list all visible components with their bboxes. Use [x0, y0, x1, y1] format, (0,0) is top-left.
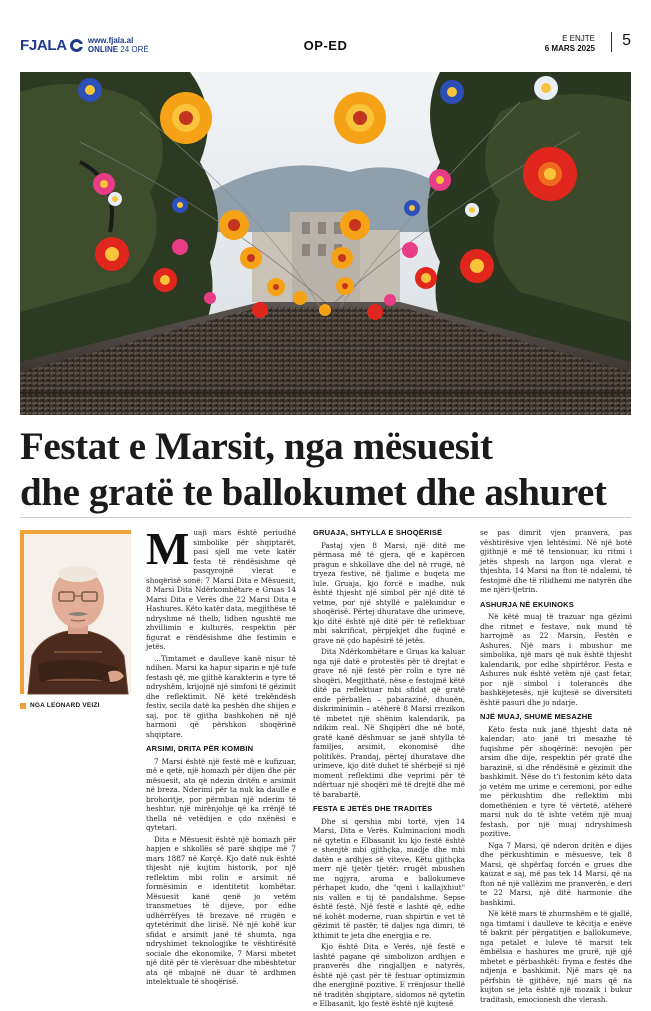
headline-line-1: Festat e Marsit, nga mësuesit — [20, 425, 493, 468]
page-header — [20, 30, 631, 60]
logo-online-rest: 24 ORË — [118, 45, 149, 54]
paragraph: Në këtë mars të zhurmshëm e të gjallë, nga timtami i daulleve te këcitja e enëve të bakrit për përgatitjen e ballokumeve, nga petalet e luleve të marsit tek ëmbëlsia e hashures me grurë, një gjë mbetet e përbashkët: fryma e festës dhe ndjenja e bashkimit. Një mars që na përfshin të gjithëve, një mars që na kujton se jeta është një mozaik i bukur traditash, emocionesh dhe vlerash. — [480, 909, 632, 1004]
section-label: OP-ED — [303, 38, 348, 53]
article-headline — [20, 424, 631, 516]
logo-online: ONLINE — [87, 45, 119, 54]
author-byline — [20, 702, 131, 709]
subheading: ASHURJA NË EKUINOKS — [480, 599, 574, 609]
paragraph: Nga 7 Marsi, që nderon dritën e dijes dhe përkushtimin e mësuesve, tek 8 Marsi, që shpërfaq forcën e grues dhe kauzat e saj, më pas tek 14 Marsi, që na fton në një vallëzim me pranverën, e deri te 22 Marsi, një ditë harmonie dhe bashkimi. — [480, 840, 632, 907]
author-name: NGA LEONARD VEIZI — [30, 702, 100, 709]
paragraph: Pastaj vjen 8 Marsi, një ditë me përmasa më të gjera, që e kapërcen pragun e shkollave dhe del në rrugë, në tryeza festive, në fjalime e buqeta me lule. Gruaja, kjo forcë e madhe, nuk është thjesht një simbol për një ditë të vetme, por një shtyllë e palëkundur e shoqërisë. Përtej dhuratave dhe urimeve, kjo ditë është një ditë për të reflektuar mbi sakrificat, përpjekjet dhe fuqinë e grave në çdo hapësirë të jetës. — [313, 540, 465, 645]
headline-line-2: dhe gratë te ballokumet dhe ashuret — [20, 471, 607, 514]
article-column-3 — [480, 528, 632, 1006]
logo-url: www.fjala.al — [87, 36, 134, 45]
article-column-2 — [313, 528, 465, 1011]
author-portrait — [20, 530, 131, 694]
drop-cap: M — [146, 523, 190, 574]
paragraph: Dhe si qershia mbi tortë, vjen 14 Marsi, Dita e Verës. Kulminacioni modh në qytetin e Elbasanit ku kjo festë është e shenjtë mbi gjithçka, madje dhe mbi datën e ardhjes së viteve. Këtu gjithçka merr një tjetër tjetër: rrugët mbushen me ngjyra, aroma e ballokumeve përhapet kudo, dhe "qeni i kallajxhiut" nis vallen e tij të pandalshme. Sepse është festë. Një festë e lashtë që, edhe në kohët moderne, ruan shpirtin e vet të gëzimit të pastër, të daljes nga dimri, të kthimit te jeta dhe energjia e re. — [313, 816, 465, 940]
author-portrait-illustration — [24, 534, 131, 694]
issue-date — [545, 34, 595, 54]
paragraph: Dita e Mësuesit është një homazh për hapjen e shkollës së parë shqipe më 7 mars 1887 në Korçë. Kjo datë nuk është thjesht një kujtim historik, por një reflektim mbi rolin e arsimit në formësimin e identitetit kombëtar. Mësuesit kanë qenë jo vetëm transmetues të dijeve, por edhe udhërrëfyes të brezave në rrugën e qytetërimit dhe lirisë. Në një kohë kur sfidat e arsimit janë të shumta, nga ndryshimet teknologjike te vështirësitë sociale dhe ekonomike, 7 Marsi mbetet një ditë për të vlerësuar dhe mbështetur ata që mbajnë në duar të ardhmen intelektuale të shoqërisë. — [146, 834, 296, 986]
paragraph: Këto festa nuk janë thjesht data në kalendar; ato janë tri mesazhe të fuqishme për shoqërinë: nevojën për arsim dhe dije, respektin për gratë dhe barazinë, si dhe rëndësinë e gëzimit dhe bashkimit. Nëse do t'i festonim këto data jo vetëm me urime e ceremoni, por edhe me përkushtim dhe reflektim mbi domethënien e tyre të vërtetë, atëherë marsi nuk do të ishte vetëm një muaj festash, por një muaj ndryshimesh pozitive. — [480, 724, 632, 838]
subheading: ARSIMI, DRITA PËR KOMBIN — [146, 744, 254, 753]
logo-brand: FJALA — [20, 36, 67, 54]
issue-weekday: E ENJTE — [562, 34, 595, 43]
subheading: NJË MUAJ, SHUMË MESAZHE — [480, 712, 593, 721]
paragraph: se pas dimrit vjen pranvera, pas vështirësive vjen lehtësimi. Në një botë gjithnjë e më të tensionuar, ku ritmi i jetës shpesh na largon nga vlerat e thjeshta, 14 Marsi na fton të ndalemi, të festojmë dhe të rilidhemi me natyrën dhe me njëri-tjetrin. — [480, 528, 632, 594]
issue-date-text: 6 MARS 2025 — [544, 44, 595, 53]
paragraph: 7 Marsi është një festë më e kufizuar, më e qetë, një homazh për dijen dhe për mësuesit, ata që ndezin dritën e arsimit në breza. Nderimi për ta nuk ka daulle e brohoritje, por përmban një nderim të heshtur, një mirënjohje që ka rrënjë të thella në vetëdijen e çdo nxënësi e qytetari. — [146, 756, 296, 832]
paragraph: Kjo është Dita e Verës, një festë e lashtë pagane që simbolizon ardhjen e pranverës dhe ringjalljen e natyrës, është një çast për të festuar optimizmin dhe energjinë pozitive. E rrënjosur thellë në traditën shqiptare, sidomos në qytetin e Elbasanit, kjo festë është një kujtesë — [313, 942, 465, 1008]
hero-photo — [20, 72, 631, 415]
paragraph: ...Timtamet e daulleve kanë nisur të ndihen. Marsi ka hapur siparin e një tufe festash që, me gjithë karakterin e tyre të ndryshëm, krijojnë një simfoni të gëzimit dhe reflektimit. Në këtë trekëndësh festiv, secila datë ka peshën dhe shijen e saj, por të gjitha bashkohen në një harmoni që përshkon shoqërinë shqiptare. — [146, 653, 296, 739]
article-column-1 — [146, 523, 296, 989]
subheading: FESTA E JETËS DHE TRADITËS — [313, 804, 433, 813]
lead-text: uaji mars është periudhë simbolike për shqiptarët, pasi sjell me vete katër festa të rëndësishme që pasqyrojnë vlerat e shoqërisë sonë: 7 Marsi Dita e Mësuesit, 8 Marsi Dita Ndërkombëtare e Gruas 14 Marsi Dita e Verës dhe 22 Marsi Dita e Hashures. Këto katër data, megjithëse të ndryshme në thelb, lidhen ngushtë me zhvillimin e kulturës, respektin për figurat e rëndësishme dhe festimin e jetës. — [146, 528, 296, 651]
page-number: 5 — [611, 32, 631, 52]
paragraph: Dita Ndërkombëtare e Gruas ka kaluar nga një datë e protestës për të drejtat e grave në një festë për rolin e tyre në shoqëri. Megjithatë, nëse e festojmë këtë ditë pa reflektuar mbi sfidat që gratë ende përballen – pabarazinë, dhunën, diskriminimin – atëherë 8 Marsi rrezikon të mbetet një shënim kalendarik, pa ndikim real. Në Shqipëri dhe në botë, gratë kanë dëshmuar se janë shtylla të familjes, arsimit, ekonomisë dhe politikës. Prandaj, përtej dhuratave dhe urimeve, kjo ditë duhet të shërbejë si një moment reflektimi dhe veprimi për të ndërtuar një shoqëri më të drejtë dhe më të barabartë. — [313, 647, 465, 799]
paragraph: Në këtë muaj të trazuar nga gëzimi dhe ritmet e festave, nuk mund të harrojmë as 22 Marsin, Festën e Ashures. Një mars i mbushur me simbolika, një mars që nuk është thjesht kalendarik, por edhe shpirtëror. Festa e Ashures nuk është vetëm një çast fetar, por një simbol i tolerancës dhe bashkëjetesës, një kujtesë se diversiteti është pasuri dhe jo ndarje. — [480, 612, 632, 707]
author-block — [20, 530, 131, 709]
headline-divider — [20, 517, 631, 518]
byline-square-icon — [20, 703, 26, 709]
subheading: GRUAJA, SHTYLLA E SHOQËRISË — [313, 528, 443, 537]
festival-street-illustration — [20, 72, 631, 415]
lead-paragraph — [146, 523, 296, 652]
